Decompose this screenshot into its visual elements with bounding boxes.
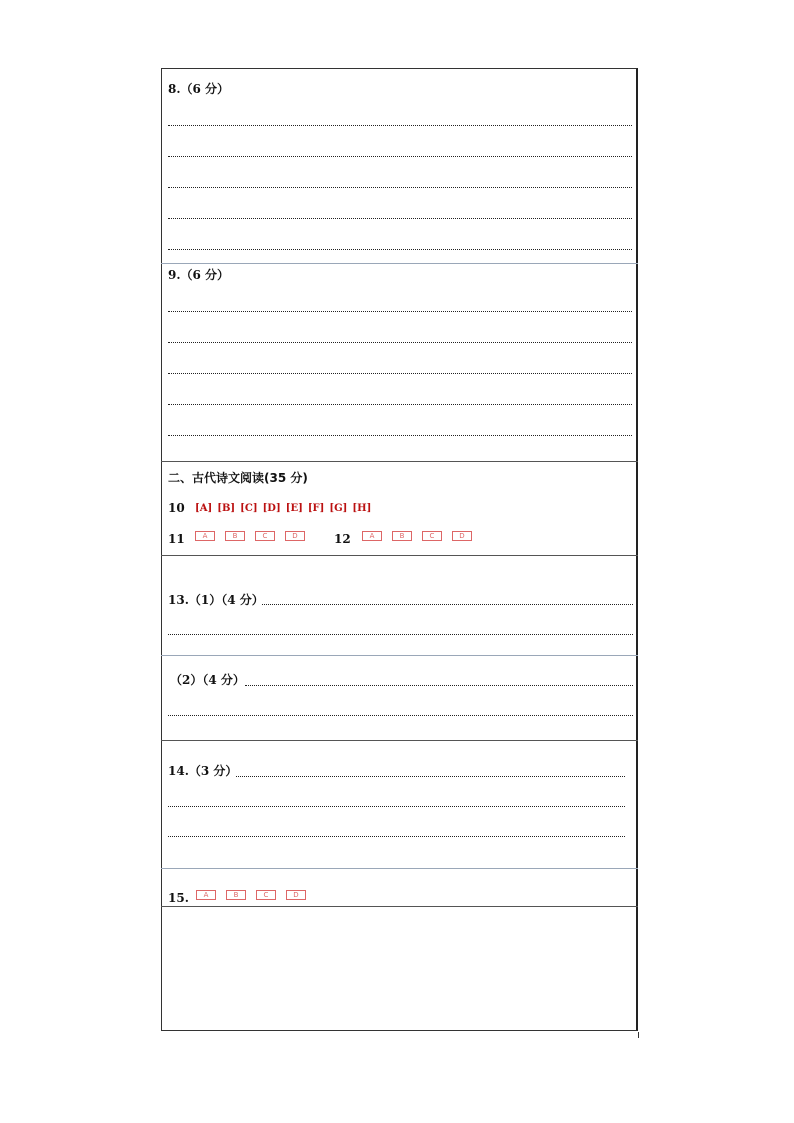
q8-answer-line-2[interactable]	[168, 156, 632, 157]
q10-option-e[interactable]: [E]	[285, 503, 303, 514]
q14-answer-line-3[interactable]	[168, 836, 625, 837]
q9-answer-line-4[interactable]	[168, 404, 632, 405]
q9-answer-line-3[interactable]	[168, 373, 632, 374]
divider	[161, 906, 638, 907]
q15-options	[196, 890, 306, 900]
q10-option-f[interactable]: [F]	[307, 503, 325, 514]
q15-option-a[interactable]: A	[196, 890, 216, 900]
q12-option-a[interactable]: A	[362, 531, 382, 541]
q10-option-d[interactable]: [D]	[262, 503, 281, 514]
q11-option-b[interactable]: B	[225, 531, 245, 541]
q11-option-c[interactable]: C	[255, 531, 275, 541]
q11-option-d[interactable]: D	[285, 531, 305, 541]
q13-2-answer-line-1[interactable]	[245, 685, 633, 686]
divider	[161, 740, 638, 741]
q9-answer-line-5[interactable]	[168, 435, 632, 436]
q12-option-b[interactable]: B	[392, 531, 412, 541]
q15-label: 15.	[168, 891, 189, 905]
q15-option-b[interactable]: B	[226, 890, 246, 900]
q10-option-h[interactable]: [H]	[352, 503, 372, 514]
divider	[161, 263, 638, 264]
q9-answer-line-1[interactable]	[168, 311, 632, 312]
q15-option-d[interactable]: D	[286, 890, 306, 900]
q11-option-a[interactable]: A	[195, 531, 215, 541]
q13-1-answer-line-2[interactable]	[168, 634, 633, 635]
divider	[161, 555, 638, 556]
q8-answer-line-4[interactable]	[168, 218, 632, 219]
q8-answer-line-5[interactable]	[168, 249, 632, 250]
divider	[161, 655, 638, 656]
q13-1-answer-line-1[interactable]	[262, 604, 633, 605]
q10-option-g[interactable]: [G]	[329, 503, 348, 514]
q10-option-c[interactable]: [C]	[240, 503, 258, 514]
q8-label: 8.（6 分）	[168, 82, 230, 96]
q11-options	[195, 531, 305, 541]
q14-answer-line-1[interactable]	[236, 776, 625, 777]
q9-answer-line-2[interactable]	[168, 342, 632, 343]
q14-label: 14.（3 分）	[168, 764, 238, 778]
q10-option-a[interactable]: [A]	[195, 503, 213, 514]
divider	[161, 868, 638, 869]
section-heading: 二、古代诗文阅读(35 分)	[168, 471, 308, 485]
q8-answer-line-3[interactable]	[168, 187, 632, 188]
q10-option-b[interactable]: [B]	[217, 503, 236, 514]
q12-options	[362, 531, 472, 541]
q12-label: 12	[334, 532, 351, 546]
q13-2-answer-line-2[interactable]	[168, 715, 633, 716]
q8-answer-line-1[interactable]	[168, 125, 632, 126]
frame-corner-tick	[638, 1032, 639, 1038]
q12-option-d[interactable]: D	[452, 531, 472, 541]
divider	[161, 461, 638, 462]
q14-answer-line-2[interactable]	[168, 806, 625, 807]
q13-2-label: （2）（4 分）	[170, 673, 245, 687]
answer-sheet-frame	[161, 68, 638, 1031]
q10-label: 10	[168, 501, 185, 515]
q12-option-c[interactable]: C	[422, 531, 442, 541]
q11-label: 11	[168, 532, 185, 546]
q15-option-c[interactable]: C	[256, 890, 276, 900]
q10-options	[195, 503, 371, 514]
q13-1-label: 13.（1）（4 分）	[168, 593, 264, 607]
q9-label: 9.（6 分）	[168, 268, 230, 282]
